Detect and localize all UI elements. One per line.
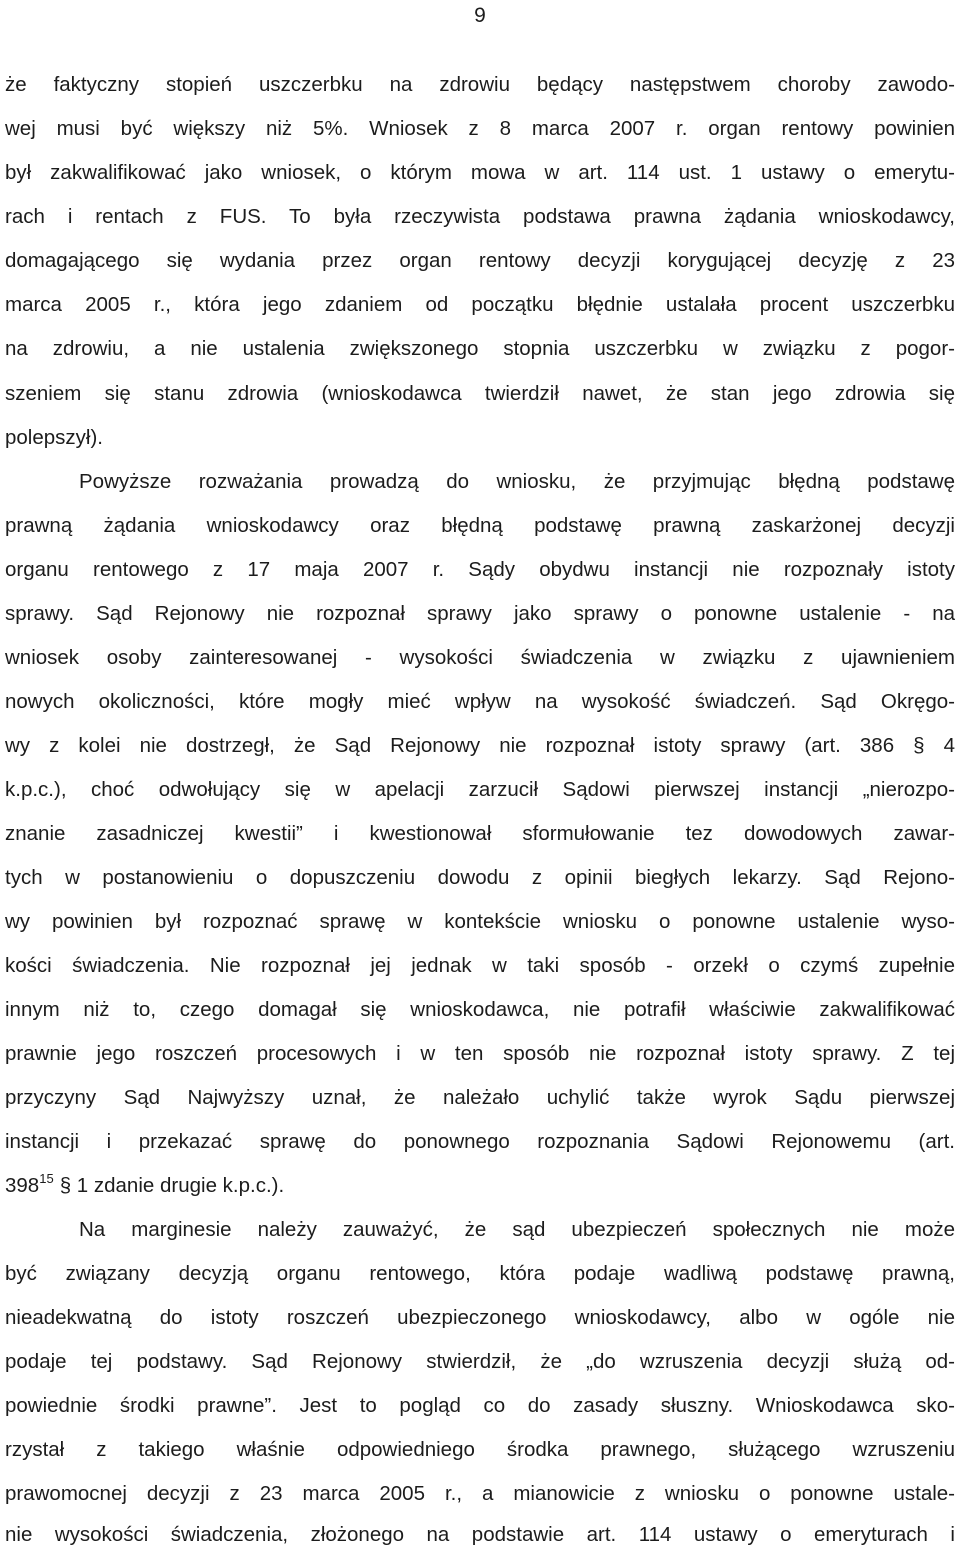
text-line: kości świadczenia. Nie rozpoznał jej jednak w taki sposób - orzekł o czymś zupełnie (5, 954, 955, 977)
text-line: znanie zasadniczej kwestii” i kwestionował sformułowanie tez dowodowych zawar- (5, 822, 955, 845)
text-line: instancji i przekazać sprawę do ponownego rozpoznania Sądowi Rejonowemu (art. (5, 1130, 955, 1153)
text-line: był zakwalifikować jako wniosek, o którym mowa w art. 114 ust. 1 ustawy o emerytu- (5, 161, 955, 184)
article-number: 398 (5, 1174, 40, 1197)
text-line: wej musi być większy niż 5%. Wniosek z 8 marca 2007 r. organ rentowy powinien (5, 117, 955, 140)
text-line: rach i rentach z FUS. To była rzeczywista podstawa prawna żądania wnioskodawcy, (5, 205, 955, 228)
page-number: 9 (474, 4, 486, 27)
text-line: polepszył). (5, 426, 103, 449)
text-line: domagającego się wydania przez organ rentowy decyzji korygującej decyzję z 23 (5, 249, 955, 272)
text-line: nieadekwatną do istoty roszczeń ubezpieczonego wnioskodawcy, albo w ogóle nie (5, 1306, 955, 1329)
text-line: rzystał z takiego właśnie odpowiedniego środka prawnego, służącego wzruszeniu (5, 1438, 955, 1461)
text-line: wy powinien był rozpoznać sprawę w kontekście wniosku o ponowne ustalenie wyso- (5, 910, 955, 933)
text-line: szeniem się stanu zdrowia (wnioskodawca twierdził nawet, że stan jego zdrowia się (5, 382, 955, 405)
text-line: prawnie jego roszczeń procesowych i w ten sposób nie rozpoznał istoty sprawy. Z tej (5, 1042, 955, 1065)
text-line: prawomocnej decyzji z 23 marca 2005 r., a mianowicie z wniosku o ponowne ustale- (5, 1482, 955, 1505)
superscript: 15 (39, 1171, 54, 1186)
text-line: że faktyczny stopień uszczerbku na zdrowiu będący następstwem choroby zawodo- (5, 73, 955, 96)
text-line: powiednie środki prawne”. Jest to pogląd co do zasady słuszny. Wnioskodawca sko- (5, 1394, 955, 1417)
paragraph-start-line: Na marginesie należy zauważyć, że sąd ubezpieczeń społecznych nie może (79, 1218, 955, 1241)
text-line: nowych okoliczności, które mogły mieć wpływ na wysokość świadczeń. Sąd Okręgo- (5, 690, 955, 713)
text-line: organu rentowego z 17 maja 2007 r. Sądy obydwu instancji nie rozpoznały istoty (5, 558, 955, 581)
text-line: innym niż to, czego domagał się wnioskodawca, nie potrafił właściwie zakwalifikować (5, 998, 955, 1021)
text-line: podaje tej podstawy. Sąd Rejonowy stwierdził, że „do wzruszenia decyzji służą od- (5, 1350, 955, 1373)
text-line: przyczyny Sąd Najwyższy uznał, że należało uchylić także wyrok Sądu pierwszej (5, 1086, 955, 1109)
text-line: wy z kolei nie dostrzegł, że Sąd Rejonowy nie rozpoznał istoty sprawy (art. 386 § 4 (5, 734, 955, 757)
text-line: wniosek osoby zainteresowanej - wysokości świadczenia w związku z ujawnieniem (5, 646, 955, 669)
text-line-with-superscript (5, 1172, 284, 1200)
paragraph-start-line: Powyższe rozważania prowadzą do wniosku, że przyjmując błędną podstawę (79, 470, 955, 493)
text-line: nie wysokości świadczenia, złożonego na podstawie art. 114 ustawy o emeryturach i (5, 1523, 955, 1546)
text-line: sprawy. Sąd Rejonowy nie rozpoznał sprawy jako sprawy o ponowne ustalenie - na (5, 602, 955, 625)
text-line: być związany decyzją organu rentowego, która podaje wadliwą podstawę prawną, (5, 1262, 955, 1285)
text-line: prawną żądania wnioskodawcy oraz błędną podstawę prawną zaskarżonej decyzji (5, 514, 955, 537)
text-line: tych w postanowieniu o dopuszczeniu dowodu z opinii biegłych lekarzy. Sąd Rejono- (5, 866, 955, 889)
citation-rest: § 1 zdanie drugie k.p.c.). (59, 1174, 285, 1197)
text-line: na zdrowiu, a nie ustalenia zwiększonego stopnia uszczerbku w związku z pogor- (5, 337, 955, 360)
text-line: marca 2005 r., która jego zdaniem od początku błędnie ustalała procent uszczerbku (5, 293, 955, 316)
text-line: k.p.c.), choć odwołujący się w apelacji zarzucił Sądowi pierwszej instancji „nierozpo- (5, 778, 955, 801)
